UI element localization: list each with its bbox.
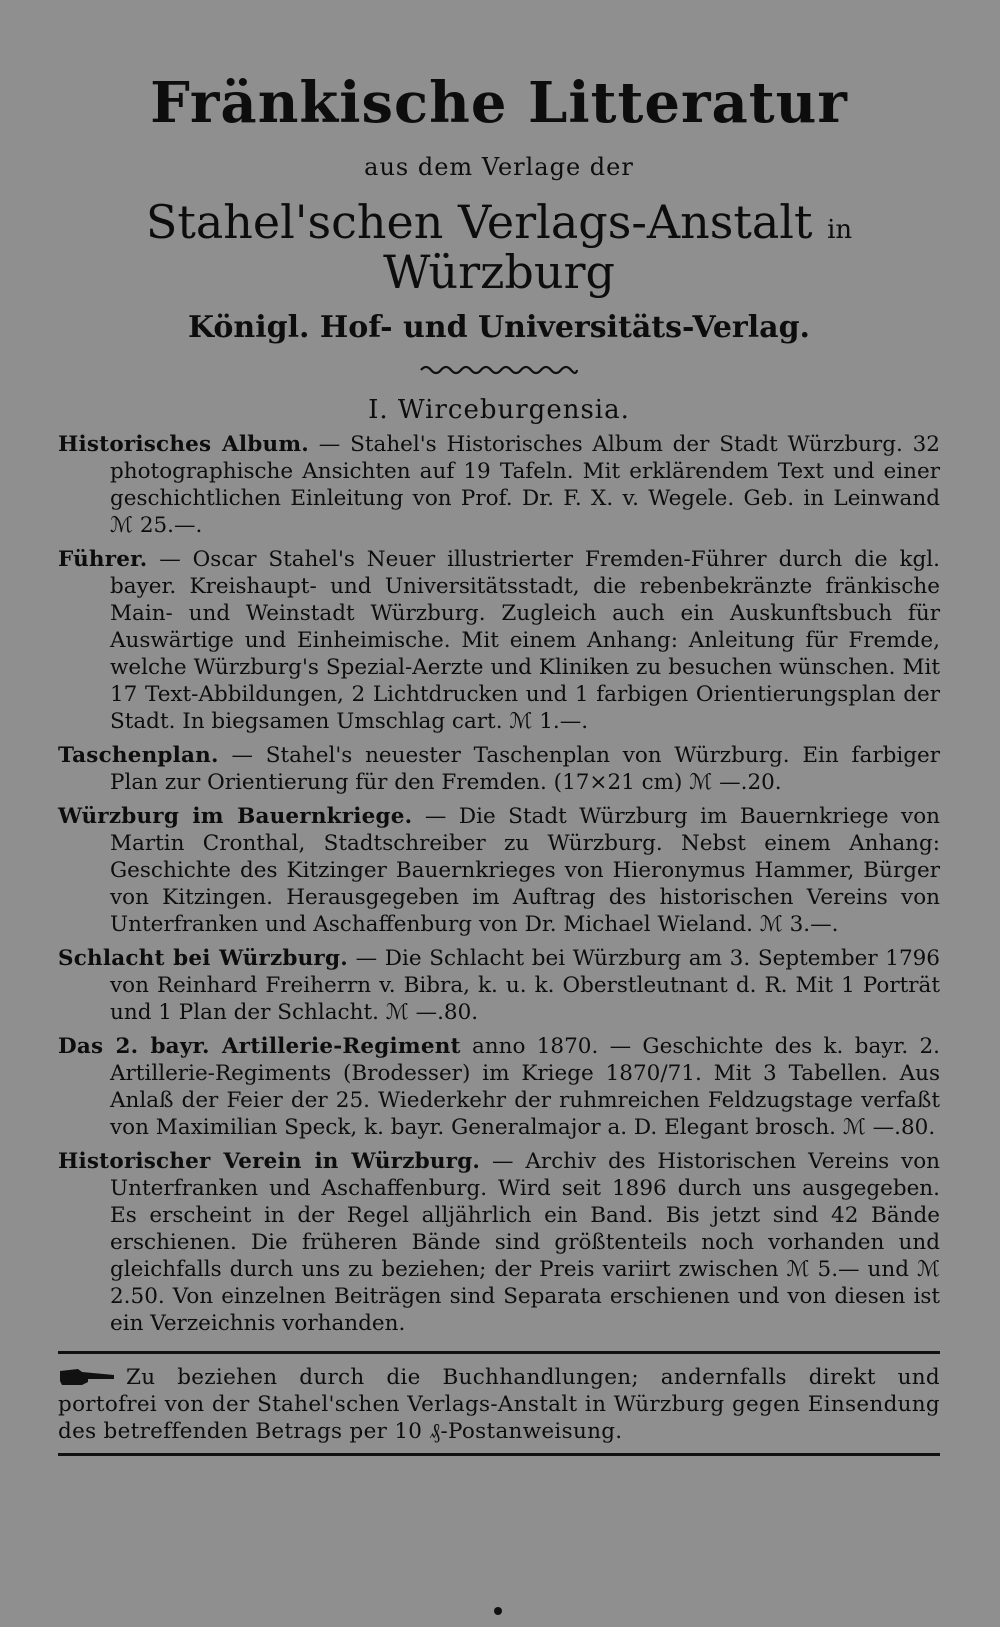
pointing-hand-icon (58, 1367, 116, 1387)
section-heading: I. Wirceburgensia. (368, 394, 630, 425)
entry-bauernkriege (58, 803, 940, 938)
entry-fuehrer (58, 546, 940, 735)
order-notice (58, 1364, 940, 1445)
divider-bottom (58, 1453, 940, 1456)
royal-line: Königl. Hof- und Universitäts-Verlag. (188, 309, 810, 345)
entry-text: — Archiv des Historischen Vereins von Unterfranken und Aschaffenburg. Wird seit 1896 durch uns ausgegeben. Es erscheint in der Regel alljährlich ein Band. Bis jetzt sind 42 Bände erschienen. Die früheren Bände sind größtenteils noch vorhanden und gleichfalls durch uns zu beziehen; der Preis variirt zwischen ℳ 5.— und ℳ 2.50. Von einzelnen Beiträgen sind Separata erschienen und von diesen ist ein Verzeichnis vorhanden. (110, 1148, 940, 1336)
entry-text: — Stahel's neuester Taschenplan von Würzburg. Ein farbiger Plan zur Orientierung für den Fremden. (17×21 cm) ℳ —.20. (110, 742, 940, 795)
entry-taschenplan (58, 742, 940, 796)
entry-artillerie-regiment (58, 1033, 940, 1141)
entry-text: — Oscar Stahel's Neuer illustrierter Fremden-Führer durch die kgl. bayer. Kreishaupt- und Universitätsstadt, die rebenbekränzte fränkische Main- und Weinstadt Würzburg. Zugleich auch ein Auskunftsbuch für Auswärtige und Einheimische. Mit einem Anhang: Anleitung für Fremde, welche Würzburg's Spezial-Aerzte und Kliniken zu besuchen wünschen. Mit 17 Text-Abbildungen, 2 Lichtdrucken und 1 farbigen Orientierungsplan der Stadt. In biegsamen Umschlag cart. ℳ 1.—. (110, 546, 940, 734)
entry-text: anno 1870. — Geschichte des k. bayr. 2. Artillerie-Regiments (Brodesser) im Kriege 1870/71. Mit 3 Tabellen. Aus Anlaß der Feier der 25. Wiederkehr der ruhmreichen Feldzugstage verfaßt von Maximilian Speck, k. bayr. Generalmajor a. D. Elegant brosch. ℳ —.80. (110, 1033, 940, 1140)
divider-top (58, 1351, 940, 1354)
notice-text: Zu beziehen durch die Buchhandlungen; andernfalls direkt und portofrei von der Stahel'schen Verlags-Anstalt in Würzburg gegen Einsendung des betreffenden Betrags per 10 ₰-Postanweisung. (58, 1364, 940, 1444)
publisher-city: Würzburg (383, 245, 615, 300)
wave-ornament-icon (419, 363, 579, 377)
subtitle: aus dem Verlage der (364, 152, 634, 181)
publisher-name: Stahel'schen Verlags-Anstalt (145, 194, 813, 249)
entry-schlacht (58, 945, 940, 1026)
entry-lead: Historisches Album. (58, 431, 309, 457)
entry-text: — Die Stadt Würzburg im Bauernkriege von Martin Cronthal, Stadtschreiber zu Würzburg. Nebst einem Anhang: Geschichte des Kitzinger Bauernkrieges von Hieronymus Hammer, Bürger von Kitzingen. Herausgegeben im Auftrag des historischen Vereins von Unterfranken und Aschaffenburg von Dr. Michael Wieland. ℳ 3.—. (110, 803, 940, 937)
footer-dot (494, 1607, 502, 1615)
publisher-in: in (827, 214, 853, 245)
entry-historisches-album (58, 431, 940, 539)
entry-text: — Die Schlacht bei Würzburg am 3. September 1796 von Reinhard Freiherrn v. Bibra, k. u. k. Oberstleutnant d. R. Mit 1 Porträt und 1 Plan der Schlacht. ℳ —.80. (110, 945, 940, 1025)
entry-list (58, 431, 940, 1337)
entry-lead: Schlacht bei Würzburg. (58, 945, 348, 971)
publisher-line (58, 194, 940, 300)
entry-lead: Taschenplan. (58, 742, 219, 768)
entry-lead: Das 2. bayr. Artillerie-Regiment (58, 1033, 461, 1059)
entry-historischer-verein (58, 1148, 940, 1337)
entry-lead: Würzburg im Bauernkriege. (58, 803, 413, 829)
entry-text: — Stahel's Historisches Album der Stadt Würzburg. 32 photographische Ansichten auf 19 Tafeln. Mit erklärendem Text und einer geschichtlichen Einleitung von Prof. Dr. F. X. v. Wegele. Geb. in Leinwand ℳ 25.—. (110, 431, 940, 538)
entry-lead: Führer. (58, 546, 148, 572)
page-title: Fränkische Litteratur (150, 70, 848, 136)
entry-lead: Historischer Verein in Würzburg. (58, 1148, 481, 1174)
